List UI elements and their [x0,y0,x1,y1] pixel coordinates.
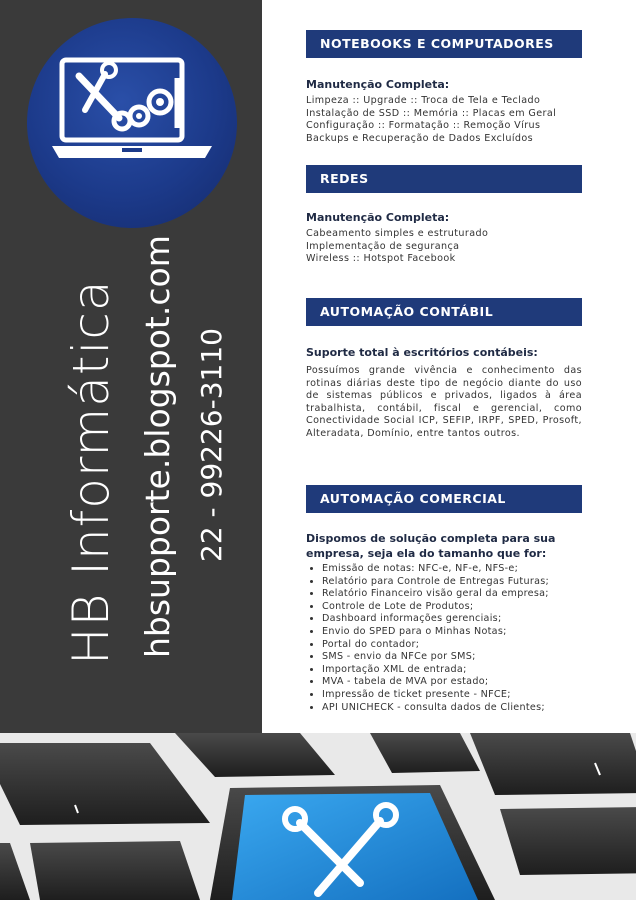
list-item: • Relatório para Controle de Entregas Futuras; [322,576,582,589]
sidebar [0,0,262,733]
list-item: • SMS - envio da NFCe por SMS; [322,651,582,664]
section-subtitle: Manutenção Completa: [306,211,450,224]
list-item: • Impressão de ticket presente - NFCE; [322,689,582,702]
section-paragraph: Possuímos grande vivência e conhecimento das rotinas diárias deste tipo de negócio diante do uso de sistemas públicos e privados, ligados à área trabalhista, contábil, fiscal e gerencial, como Conectividade Social ICP, SEFIP, IRPF, SPED, Prosoft, Alteradata, Domínio, entre tantos outros. [306,365,582,439]
section-subtitle: Manutenção Completa: [306,78,450,91]
service-line: Configuração :: Formatação :: Remoção Vírus [306,120,541,132]
service-line: Backups e Recuperação de Dados Excluídos [306,132,534,144]
list-item: • API UNICHECK - consulta dados de Clientes; [322,702,582,715]
phone: 22 - 99226-3110 [195,328,228,562]
service-line: Wireless :: Hotspot Facebook [306,253,456,265]
service-line: Limpeza :: Upgrade :: Troca de Tela e Teclado [306,95,541,106]
list-item: • Controle de Lote de Produtos; [322,601,582,614]
list-item: • MVA - tabela de MVA por estado; [322,676,582,689]
list-item: • Portal do contador; [322,639,582,652]
section-title: AUTOMAÇÃO COMERCIAL [306,485,582,513]
section-body [306,95,582,145]
keyboard-image [0,733,636,900]
service-line: Implementação de segurança [306,240,460,252]
feature-list [306,563,582,714]
list-item: • Dashboard informações gerenciais; [322,613,582,626]
section-subtitle: Dispomos de solução completa para sua empresa, seja ela do tamanho que for: [306,532,556,560]
logo [27,18,237,228]
service-line: Cabeamento simples e estruturado [306,228,489,239]
keyboard-photo [0,733,636,900]
section-automacao-contabil [306,298,582,441]
website: hbsupporte.blogspot.com [138,235,177,658]
company-name: HB Informática [62,279,120,665]
section-title: REDES [306,165,582,193]
laptop-tools-icon [27,18,237,228]
section-body [306,228,582,266]
list-item: • Importação XML de entrada; [322,664,582,677]
list-item: • Envio do SPED para o Minhas Notas; [322,626,582,639]
section-subtitle: Suporte total à escritórios contábeis: [306,346,538,359]
section-title: NOTEBOOKS E COMPUTADORES [306,30,582,58]
list-item: • Emissão de notas: NFC-e, NF-e, NFS-e; [322,563,582,576]
section-automacao-comercial [306,485,582,714]
section-redes [306,165,582,266]
service-line: Instalação de SSD :: Memória :: Placas em Geral [306,107,557,119]
section-title: AUTOMAÇÃO CONTÁBIL [306,298,582,326]
list-item: • Relatório Financeiro visão geral da empresa; [322,588,582,601]
section-notebooks [306,30,582,145]
